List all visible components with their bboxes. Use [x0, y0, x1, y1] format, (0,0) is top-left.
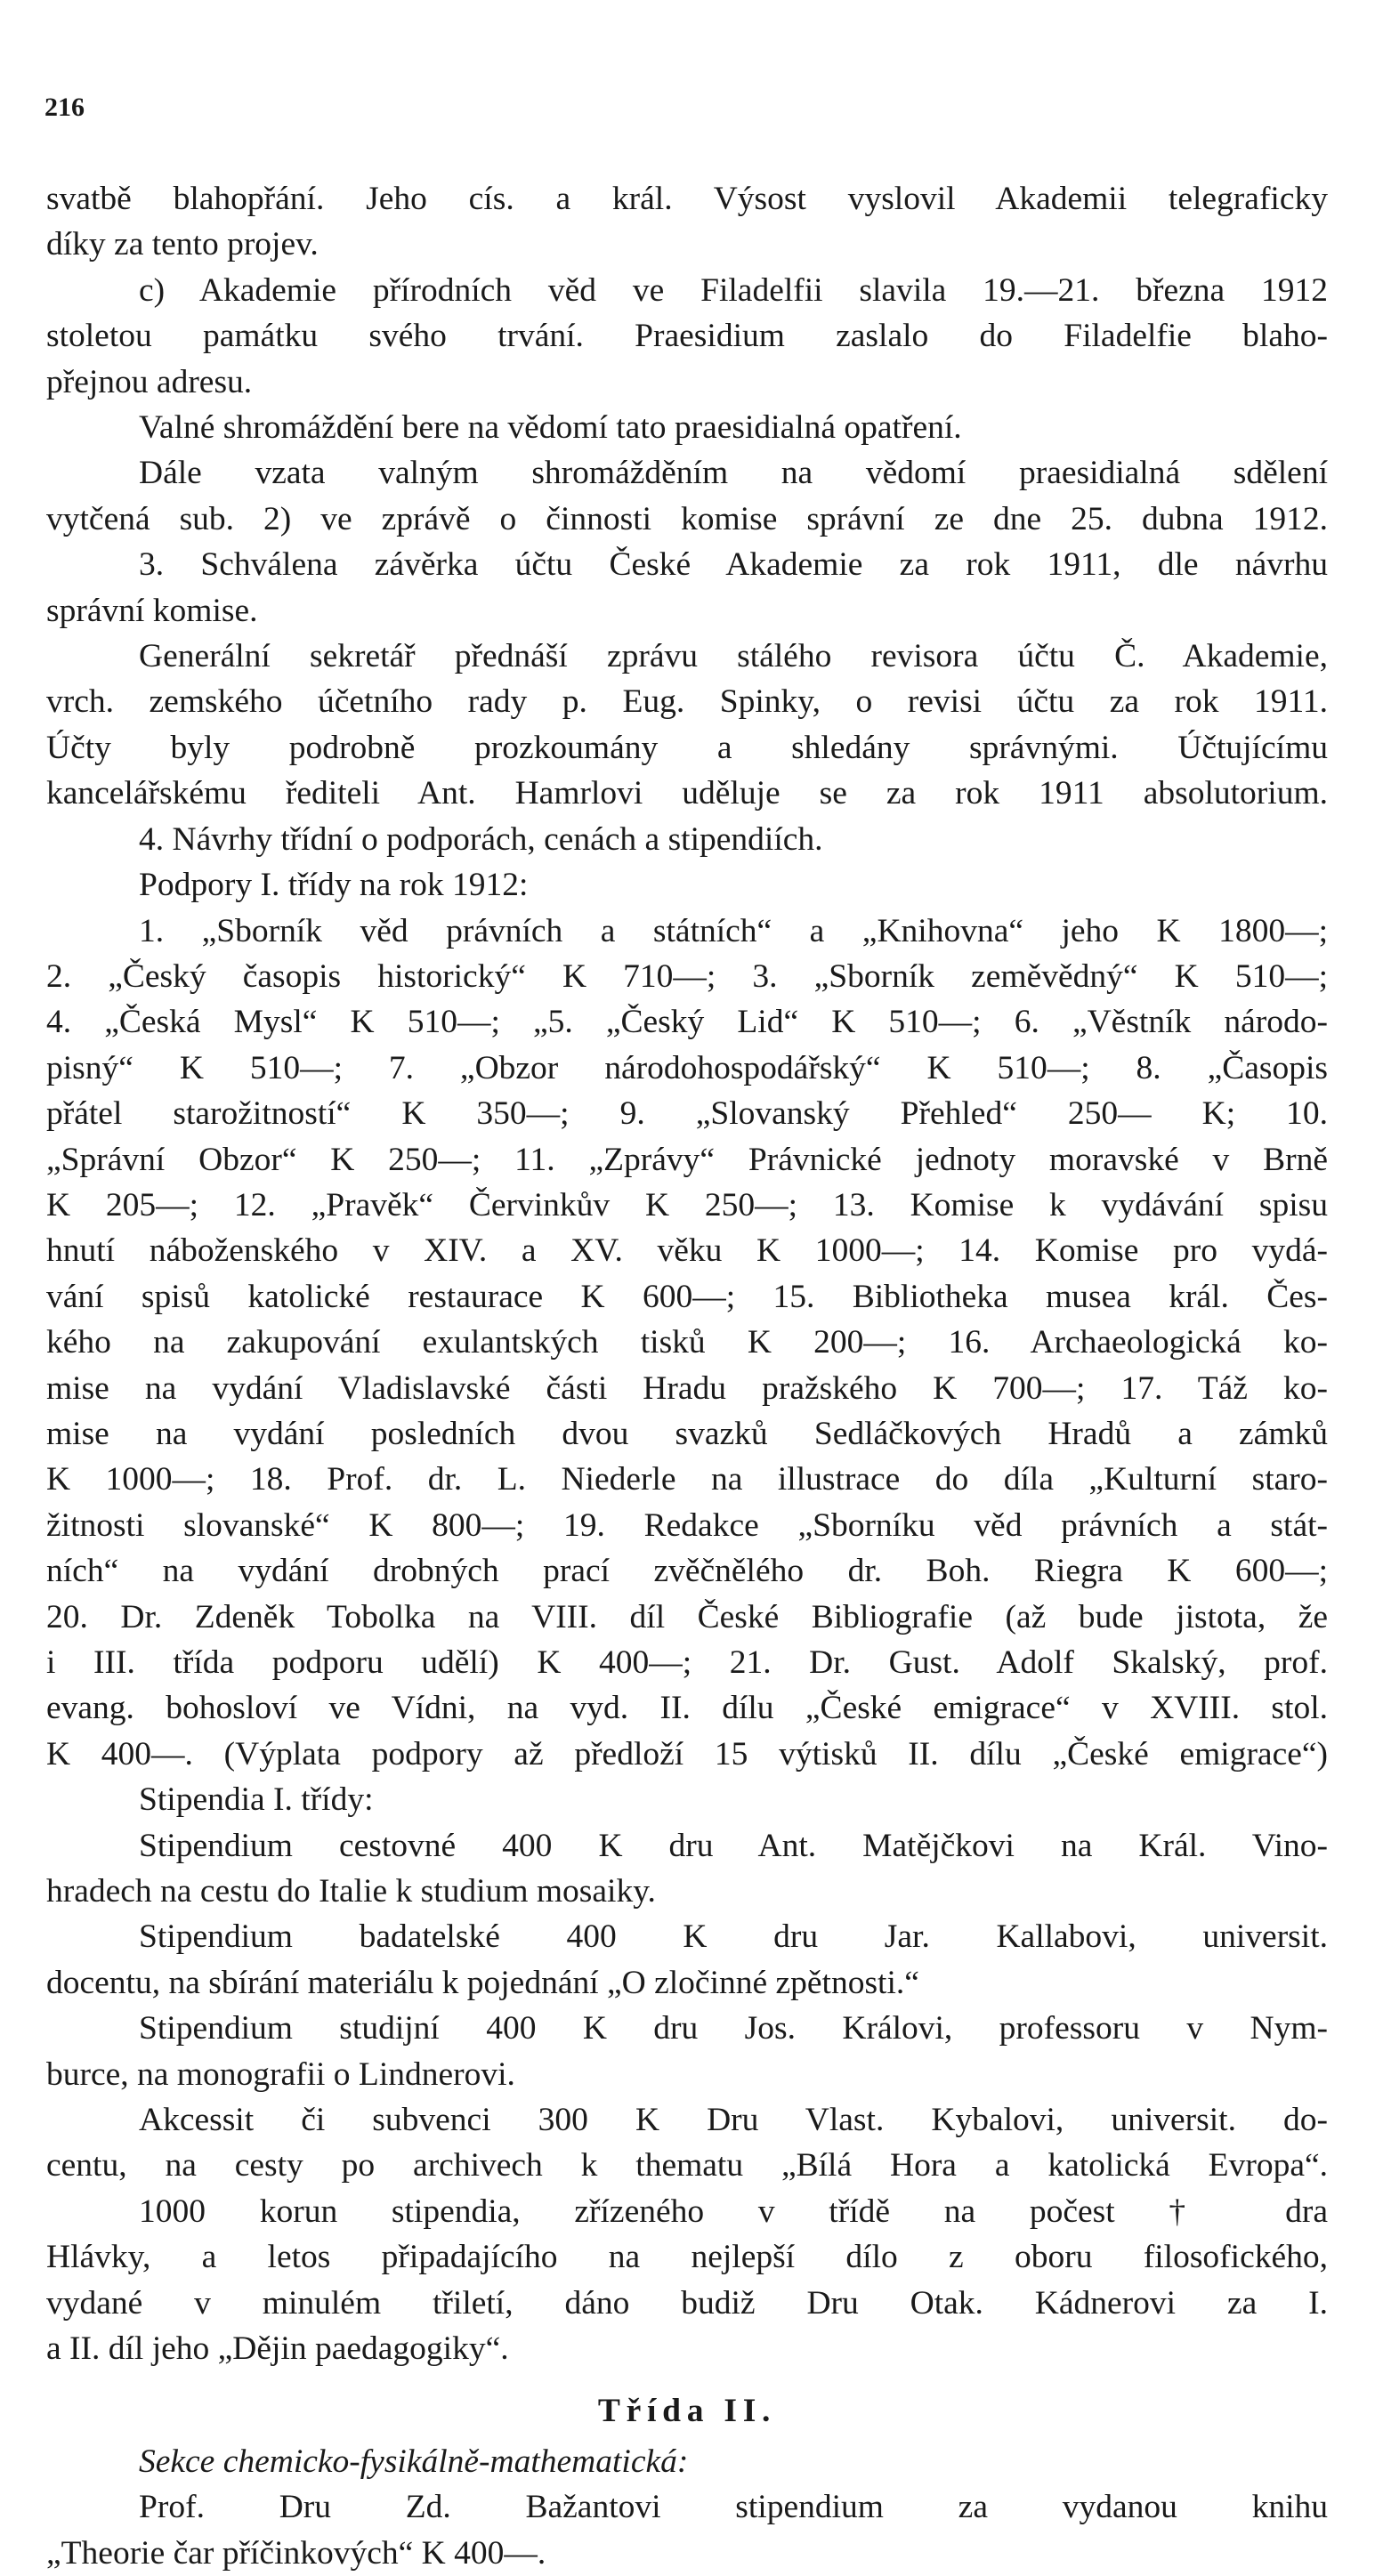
section-heading: Třída II.: [597, 2392, 777, 2429]
text-line: mise na vydání Vladislavské části Hradu pražského K 700—; 17. Táž ko-: [46, 1369, 1328, 1407]
text-line: Hlávky, a letos připadajícího na nejlepší dílo z oboru filosofického,: [46, 2239, 1328, 2276]
text-line: 3. Schválena závěrka účtu České Akademie za rok 1911, dle návrhu: [139, 546, 1328, 584]
page-number: 216: [44, 93, 85, 122]
text-line: vrch. zemského účetního rady p. Eug. Spinky, o revisi účtu za rok 1911.: [46, 683, 1328, 721]
text-line: „Správní Obzor“ K 250—; 11. „Zprávy“ Právnické jednoty moravské v Brně: [46, 1141, 1328, 1178]
text-line: burce, na monografii o Lindnerovi.: [46, 2055, 515, 2093]
text-line: K 400—. (Výplata podpory až předloží 15 výtisků II. dílu „České emigrace“): [46, 1735, 1328, 1773]
text-line: hnutí náboženského v XIV. a XV. věku K 1000—; 14. Komise pro vydá-: [46, 1232, 1328, 1270]
text-line: Stipendium studijní 400 K dru Jos. Královi, professoru v Nym-: [139, 2010, 1328, 2047]
text-line: Účty byly podrobně prozkoumány a shledány správnými. Účtujícímu: [46, 729, 1328, 766]
text-line: a II. díl jeho „Dějin paedagogiky“.: [46, 2330, 509, 2368]
text-line: i III. třída podporu udělí) K 400—; 21. Dr. Gust. Adolf Skalský, prof.: [46, 1644, 1328, 1681]
text-line: pisný“ K 510—; 7. „Obzor národohospodářský“ K 510—; 8. „Časopis: [46, 1049, 1328, 1086]
text-line: vytčená sub. 2) ve zprávě o činnosti komise správní ze dne 25. dubna 1912.: [46, 500, 1328, 537]
text-line: přátel starožitností“ K 350—; 9. „Slovanský Přehled“ 250— K; 10.: [46, 1095, 1328, 1133]
text-line: hradech na cestu do Italie k studium mosaiky.: [46, 1873, 656, 1910]
text-line: přejnou adresu.: [46, 363, 253, 400]
text-line: 4. „Česká Mysl“ K 510—; „5. „Český Lid“ K 510—; 6. „Věstník národo-: [46, 1004, 1328, 1041]
text-line: centu, na cesty po archivech k thematu „Bílá Hora a katolická Evropa“.: [46, 2147, 1328, 2184]
text-line: Prof. Dru Zd. Bažantovi stipendium za vydanou knihu: [139, 2489, 1328, 2526]
text-line: Stipendium cestovné 400 K dru Ant. Matějčkovi na Král. Vino-: [139, 1827, 1328, 1864]
document-body: [46, 176, 1328, 2576]
text-line: stoletou památku svého trvání. Praesidium zaslalo do Filadelfie blaho-: [46, 318, 1328, 355]
text-line: Akcessit či subvenci 300 K Dru Vlast. Kybalovi, universit. do-: [139, 2102, 1328, 2139]
text-line: Dále vzata valným shromážděním na vědomí praesidialná sdělení: [139, 455, 1328, 492]
text-line: K 1000—; 18. Prof. dr. L. Niederle na illustrace do díla „Kulturní staro-: [46, 1461, 1328, 1498]
text-line: ních“ na vydání drobných prací zvěčnělého dr. Boh. Riegra K 600—;: [46, 1553, 1328, 1590]
text-line: 4. Návrhy třídní o podporách, cenách a stipendiích.: [139, 820, 823, 858]
text-line: mise na vydání posledních dvou svazků Sedláčkových Hradů a zámků: [46, 1415, 1328, 1452]
text-line: 1. „Sborník věd právních a státních“ a „Knihovna“ jeho K 1800—;: [139, 912, 1328, 949]
text-line: správní komise.: [46, 592, 258, 629]
text-line: Valné shromáždění bere na vědomí tato praesidialná opatření.: [139, 409, 962, 447]
text-line: svatbě blahopřání. Jeho cís. a král. Výsost vyslovil Akademii telegraficky: [46, 181, 1328, 217]
text-line: docentu, na sbírání materiálu k pojednání „O zločinné zpětnosti.“: [46, 1964, 919, 2001]
text-line: Stipendium badatelské 400 K dru Jar. Kallabovi, universit.: [139, 1918, 1328, 1956]
text-line: žitnosti slovanské“ K 800—; 19. Redakce „Sborníku věd právních a stát-: [46, 1506, 1328, 1544]
text-line: „Theorie čar příčinkových“ K 400—.: [46, 2534, 546, 2572]
text-line: 2. „Český časopis historický“ K 710—; 3. „Sborník zeměvědný“ K 510—;: [46, 957, 1328, 995]
text-line: kého na zakupování exulantských tisků K 200—; 16. Archaeologická ko-: [46, 1324, 1328, 1361]
text-line: Stipendia I. třídy:: [139, 1781, 374, 1819]
text-line: K 205—; 12. „Pravěk“ Červinkův K 250—; 13. Komise k vydávání spisu: [46, 1186, 1328, 1223]
text-line: kancelářskému řediteli Ant. Hamrlovi uděluje se za rok 1911 absolutorium.: [46, 775, 1328, 812]
text-line: c) Akademie přírodních věd ve Filadelfii slavila 19.—21. března 1912: [139, 271, 1328, 309]
text-line: 1000 korun stipendia, zřízeného v třídě na počest † dra: [139, 2192, 1328, 2230]
text-line: vání spisů katolické restaurace K 600—; 15. Bibliotheka musea král. Čes-: [46, 1278, 1328, 1315]
text-line: Generální sekretář přednáší zprávu stálého revisora účtu Č. Akademie,: [139, 638, 1328, 675]
text-line: 20. Dr. Zdeněk Tobolka na VIII. díl České Bibliografie (až bude jistota, že: [46, 1598, 1328, 1635]
text-line: díky za tento projev.: [46, 226, 319, 263]
text-line: vydané v minulém třiletí, dáno budiž Dru Otak. Kádnerovi za I.: [46, 2284, 1328, 2322]
text-line: Podpory I. třídy na rok 1912:: [139, 867, 529, 904]
section-subheading: Sekce chemicko-fysikálně-mathematická:: [139, 2443, 689, 2480]
text-line: evang. bohosloví ve Vídni, na vyd. II. dílu „České emigrace“ v XVIII. stol.: [46, 1690, 1328, 1727]
